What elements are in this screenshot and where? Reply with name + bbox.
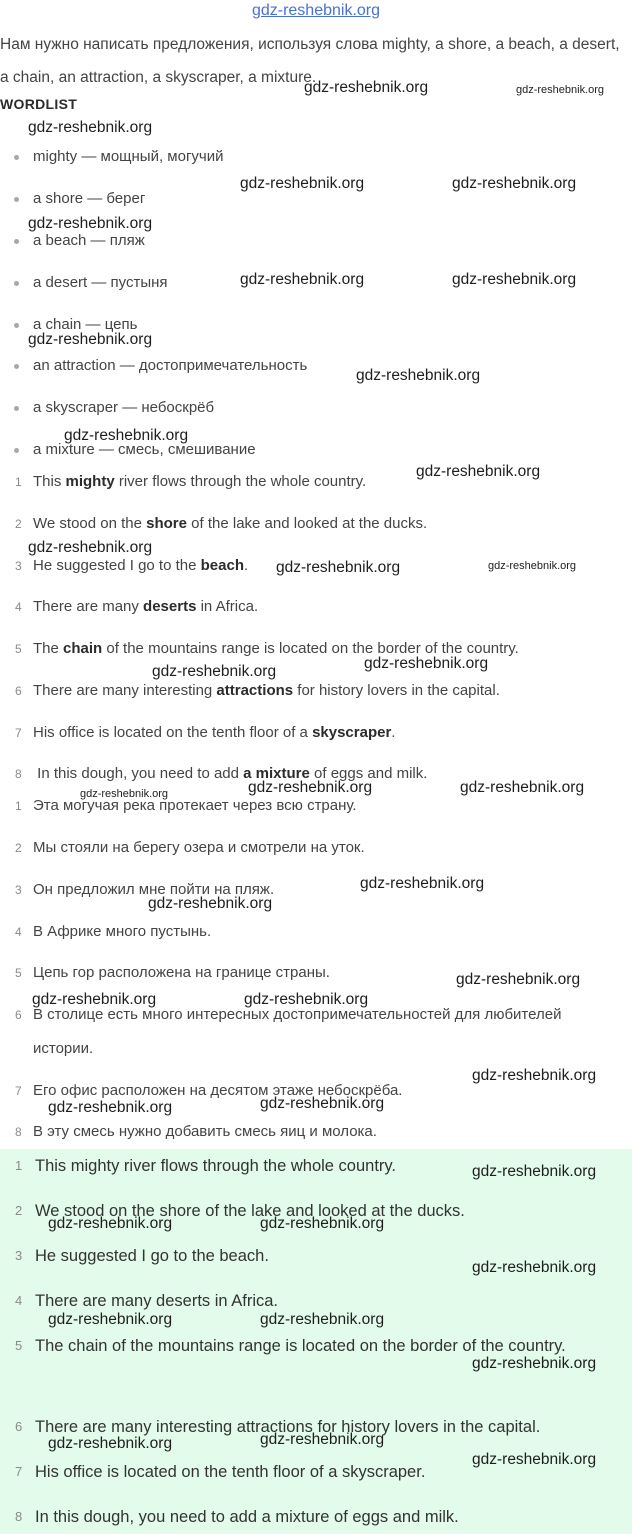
answer-item: [15, 1499, 625, 1535]
watermark: gdz-reshebnik.org: [472, 1451, 597, 1468]
watermark: gdz-reshebnik.org: [32, 991, 157, 1008]
wordlist-item-text: a shore — берег: [33, 190, 146, 207]
watermark: gdz-reshebnik.org: [276, 559, 401, 576]
english-sentence: [15, 681, 500, 701]
watermark: gdz-reshebnik.org: [456, 971, 581, 988]
russian-sentence: [15, 831, 615, 865]
watermark: gdz-reshebnik.org: [452, 175, 577, 192]
sentence-number: 7: [15, 1084, 22, 1098]
answer-text: We stood on the shore of the lake and looked at the ducks.: [35, 1202, 465, 1220]
wordlist-item: [14, 356, 307, 376]
english-sentence: [15, 472, 366, 492]
watermark: gdz-reshebnik.org: [416, 463, 541, 480]
sentence-text: for history lovers in the capital.: [293, 682, 500, 699]
english-sentence: [15, 514, 427, 534]
sentence-text: There are many interesting: [33, 682, 217, 699]
bullet-icon: [14, 197, 19, 202]
watermark: gdz-reshebnik.org: [240, 175, 365, 192]
answer-text: The chain of the mountains range is located on the border of the country.: [35, 1337, 566, 1355]
answer-text: He suggested I go to the beach.: [35, 1247, 269, 1265]
answer-number: 5: [15, 1338, 23, 1353]
watermark: gdz-reshebnik.org: [356, 367, 481, 384]
sentence-text: in Africa.: [196, 598, 259, 615]
answer-text: In this dough, you need to add a mixture of eggs and milk.: [35, 1508, 459, 1526]
watermark: gdz-reshebnik.org: [304, 79, 429, 96]
sentence-number: 8: [15, 767, 22, 781]
english-sentence: [15, 556, 248, 576]
answer-number: 8: [15, 1509, 23, 1524]
sentence-text: В Африке много пустынь.: [33, 923, 212, 940]
sentence-keyword: mighty: [65, 473, 115, 490]
bullet-icon: [14, 281, 19, 286]
sentence-keyword: chain: [63, 640, 103, 657]
wordlist-item-text: a beach — пляж: [33, 232, 145, 249]
sentence-text: This: [33, 473, 66, 490]
russian-sentence: [15, 873, 615, 907]
sentence-keyword: deserts: [143, 598, 197, 615]
watermark: gdz-reshebnik.org: [48, 1099, 173, 1116]
watermark: gdz-reshebnik.org: [28, 331, 153, 348]
watermark: gdz-reshebnik.org: [452, 271, 577, 288]
sentence-text: Его офис расположен на десятом этаже небоскрёба.: [33, 1082, 403, 1099]
sentence-text: of eggs and milk.: [309, 765, 428, 782]
answer-number: 7: [15, 1464, 23, 1479]
sentence-text: In this dough, you need to add: [33, 765, 244, 782]
watermark: gdz-reshebnik.org: [248, 779, 373, 796]
wordlist-item: [14, 273, 168, 293]
watermark: gdz-reshebnik.org: [260, 1215, 385, 1232]
sentence-text: of the mountains range is located on the border of the country.: [102, 640, 519, 657]
watermark: gdz-reshebnik.org: [488, 560, 577, 572]
sentence-text: We stood on the: [33, 515, 147, 532]
sentence-keyword: attractions: [216, 682, 294, 699]
sentence-text: He suggested I go to the: [33, 557, 201, 574]
watermark: gdz-reshebnik.org: [472, 1355, 597, 1372]
answer-text: His office is located on the tenth floor of a skyscraper.: [35, 1463, 426, 1481]
sentence-number: 2: [15, 841, 22, 855]
wordlist-item: [14, 231, 145, 251]
wordlist-item: [14, 189, 145, 209]
wordlist-item-text: a mixture — смесь, смешивание: [33, 441, 256, 458]
answer-text: There are many deserts in Africa.: [35, 1292, 279, 1310]
wordlist-item-text: a desert — пустыня: [33, 274, 168, 291]
sentence-number: 6: [15, 1008, 22, 1022]
sentence-text: There are many: [33, 598, 144, 615]
watermark: gdz-reshebnik.org: [48, 1435, 173, 1452]
watermark: gdz-reshebnik.org: [472, 1163, 597, 1180]
answer-number: 6: [15, 1419, 23, 1434]
russian-sentence: [15, 915, 615, 949]
watermark: gdz-reshebnik.org: [240, 271, 365, 288]
answer-number: 3: [15, 1248, 23, 1263]
sentence-text: .: [391, 724, 396, 741]
bullet-icon: [14, 406, 19, 411]
sentence-number: 7: [15, 726, 22, 740]
bullet-icon: [14, 364, 19, 369]
sentence-number: 4: [15, 600, 22, 614]
watermark: gdz-reshebnik.org: [28, 539, 153, 556]
sentence-text: .: [243, 557, 249, 574]
bullet-icon: [14, 155, 19, 160]
sentence-text: His office is located on the tenth floor of a: [33, 724, 313, 741]
sentence-text: Эта могучая река протекает через всю страну.: [33, 797, 357, 814]
sentence-text: Он предложил мне пойти на пляж.: [33, 881, 275, 898]
sentence-text: The: [33, 640, 64, 657]
watermark: gdz-reshebnik.org: [364, 655, 489, 672]
sentence-text: В столице есть много интересных достопримечательностей для любителей истории.: [33, 1006, 562, 1057]
answer-number: 2: [15, 1203, 23, 1218]
sentence-number: 5: [15, 642, 22, 656]
watermark: gdz-reshebnik.org: [148, 895, 273, 912]
wordlist-item-text: mighty — мощный, могучий: [33, 148, 224, 165]
watermark: gdz-reshebnik.org: [472, 1067, 597, 1084]
top-watermark-link[interactable]: gdz-reshebnik.org: [251, 2, 381, 19]
sentence-number: 5: [15, 966, 22, 980]
answer-text: There are many interesting attractions for history lovers in the capital.: [35, 1418, 541, 1436]
watermark: gdz-reshebnik.org: [152, 663, 277, 680]
wordlist-item: [14, 147, 224, 167]
sentence-keyword: beach: [200, 557, 244, 574]
watermark: gdz-reshebnik.org: [28, 119, 153, 136]
watermark: gdz-reshebnik.org: [260, 1311, 385, 1328]
sentence-text: Цепь гор расположена на границе страны.: [33, 964, 330, 981]
sentence-text: Мы стояли на берегу озера и смотрели на уток.: [33, 839, 365, 856]
answer-text: This mighty river flows through the whole country.: [35, 1157, 397, 1175]
bullet-icon: [14, 323, 19, 328]
bullet-icon: [14, 239, 19, 244]
sentence-keyword: skyscraper: [312, 724, 392, 741]
bullet-icon: [14, 448, 19, 453]
wordlist-item: [14, 398, 214, 418]
english-sentence: [15, 597, 258, 617]
sentence-number: 8: [15, 1125, 22, 1139]
sentence-number: 4: [15, 925, 22, 939]
watermark: gdz-reshebnik.org: [516, 84, 605, 96]
wordlist-title: WORDLIST: [0, 96, 78, 112]
sentence-text: В эту смесь нужно добавить смесь яиц и молока.: [33, 1123, 377, 1140]
sentence-keyword: a mixture: [243, 765, 310, 782]
answer-number: 4: [15, 1293, 23, 1308]
sentence-number: 2: [15, 517, 22, 531]
watermark: gdz-reshebnik.org: [244, 991, 369, 1008]
watermark: gdz-reshebnik.org: [260, 1431, 385, 1448]
watermark: gdz-reshebnik.org: [28, 215, 153, 232]
intro-text: Нам нужно написать предложения, используя слова mighty, a shore, a beach, a desert, a chain, an attraction, a skyscraper, a mixture.: [0, 36, 620, 86]
russian-sentence: [15, 1115, 615, 1149]
watermark: gdz-reshebnik.org: [260, 1095, 385, 1112]
sentence-text: of the lake and looked at the ducks.: [187, 515, 428, 532]
wordlist-item-text: a skyscraper — небоскрёб: [33, 399, 215, 416]
sentence-number: 3: [15, 559, 22, 573]
wordlist-item-text: an attraction — достопримечательность: [33, 357, 308, 374]
answer-number: 1: [15, 1158, 23, 1173]
watermark: gdz-reshebnik.org: [48, 1311, 173, 1328]
watermark: gdz-reshebnik.org: [64, 427, 189, 444]
watermark: gdz-reshebnik.org: [360, 875, 485, 892]
watermark: gdz-reshebnik.org: [48, 1215, 173, 1232]
sentence-number: 6: [15, 684, 22, 698]
sentence-text: river flows through the whole country.: [114, 473, 367, 490]
wordlist-item-text: a chain — цепь: [33, 316, 138, 333]
sentence-number: 3: [15, 883, 22, 897]
sentence-number: 1: [15, 799, 22, 813]
sentence-keyword: shore: [146, 515, 187, 532]
sentence-number: 1: [15, 475, 22, 489]
english-sentence: [15, 723, 395, 743]
watermark: gdz-reshebnik.org: [460, 779, 585, 796]
watermark: gdz-reshebnik.org: [80, 788, 169, 800]
watermark: gdz-reshebnik.org: [472, 1259, 597, 1276]
